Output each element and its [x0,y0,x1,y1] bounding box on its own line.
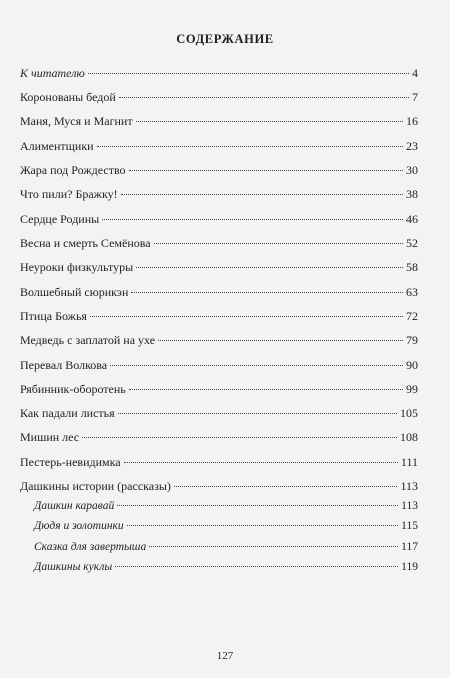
toc-entry-page: 4 [412,66,418,80]
toc-entry-page: 115 [401,520,418,532]
toc-entry-title: Рябинник-оборотень [20,382,126,396]
toc-entry-title: Что пили? Бражку! [20,187,118,201]
toc-entry-page: 90 [406,358,418,372]
toc-entry-page: 119 [401,561,418,573]
dot-leader [97,146,403,147]
toc-entry-title: К читателю [20,66,85,80]
dot-leader [129,389,403,390]
toc-entry-title: Как падали листья [20,406,115,420]
toc-entry [20,236,418,250]
toc-entry [20,479,418,493]
toc-entry [20,212,418,226]
dot-leader [117,505,398,506]
dot-leader [110,365,403,366]
dot-leader [102,219,403,220]
toc-entry [20,285,418,299]
toc-entry-page: 113 [400,479,418,493]
dot-leader [121,194,403,195]
toc-entry-page: 52 [406,236,418,250]
dot-leader [136,267,403,268]
dot-leader [131,292,403,293]
page-number: 127 [216,650,234,662]
toc-entry-title: Дашкин каравай [34,500,115,512]
toc-entry [20,382,418,396]
toc-entry [20,455,418,469]
toc-entry [20,430,418,444]
toc-entry-page: 23 [406,139,418,153]
toc-entry-title: Коронованы бедой [20,90,116,104]
toc-entry [20,406,418,420]
toc-entry-page: 58 [406,260,418,274]
toc-entry-title: Сердце Родины [20,212,100,226]
toc-entry-page: 108 [400,430,418,444]
toc-entry-page: 111 [400,455,418,469]
toc-entry-title: Алиментщики [20,139,94,153]
dot-leader [90,316,403,317]
toc-entry-page: 117 [401,541,418,553]
dot-leader [129,170,403,171]
dot-leader [127,525,398,526]
dot-leader [174,486,398,487]
toc-entry-title: Неуроки физкультуры [20,260,134,274]
toc-entry-title: Жара под Рождество [20,163,126,177]
toc-subentry [20,560,418,574]
toc-entry [20,260,418,274]
toc-entry [20,90,418,104]
toc-entry-title: Пестерь-невидимка [20,455,121,469]
dot-leader [136,121,403,122]
toc-entry [20,333,418,347]
toc-entry-page: 99 [406,382,418,396]
toc-entry-title: Дюдя и золотинки [34,520,124,532]
toc-entry-title: Дашкины истории (рассказы) [20,479,171,493]
toc-subentry [20,499,418,513]
toc-subentry [20,540,418,554]
toc-entry-page: 63 [406,285,418,299]
toc-entry [20,66,418,80]
toc-entry [20,358,418,372]
toc-entry-title: Перевал Волкова [20,358,108,372]
dot-leader [118,413,397,414]
toc-entry-title: Сказка для завертыша [34,541,147,553]
toc-entry [20,139,418,153]
toc-entry-page: 16 [406,114,418,128]
toc-entry-title: Птица Божья [20,309,87,323]
toc-entry-title: Дашкины куклы [34,561,113,573]
toc-entry-title: Весна и смерть Семёнова [20,236,151,250]
dot-leader [88,73,409,74]
toc-entry-page: 79 [406,333,418,347]
toc-entry-page: 46 [406,212,418,226]
toc-entry-page: 7 [412,90,418,104]
dot-leader [115,566,398,567]
toc-entry [20,114,418,128]
toc-entry-page: 113 [401,500,418,512]
toc-entry [20,309,418,323]
toc-entry-page: 105 [400,406,418,420]
dot-leader [82,437,397,438]
page-title: СОДЕРЖАНИЕ [176,32,274,46]
dot-leader [154,243,403,244]
dot-leader [149,546,398,547]
toc-subentry [20,519,418,533]
toc-entry [20,163,418,177]
dot-leader [158,340,403,341]
dot-leader [124,462,398,463]
toc-entry [20,187,418,201]
toc-entry-page: 38 [406,187,418,201]
toc-entry-title: Волшебный сюрикэн [20,285,129,299]
toc-entry-page: 30 [406,163,418,177]
toc-entry-title: Мишин лес [20,430,80,444]
toc-entry-page: 72 [406,309,418,323]
dot-leader [119,97,409,98]
toc-entry-title: Маня, Муся и Магнит [20,114,133,128]
toc-entry-title: Медведь с заплатой на ухе [20,333,156,347]
